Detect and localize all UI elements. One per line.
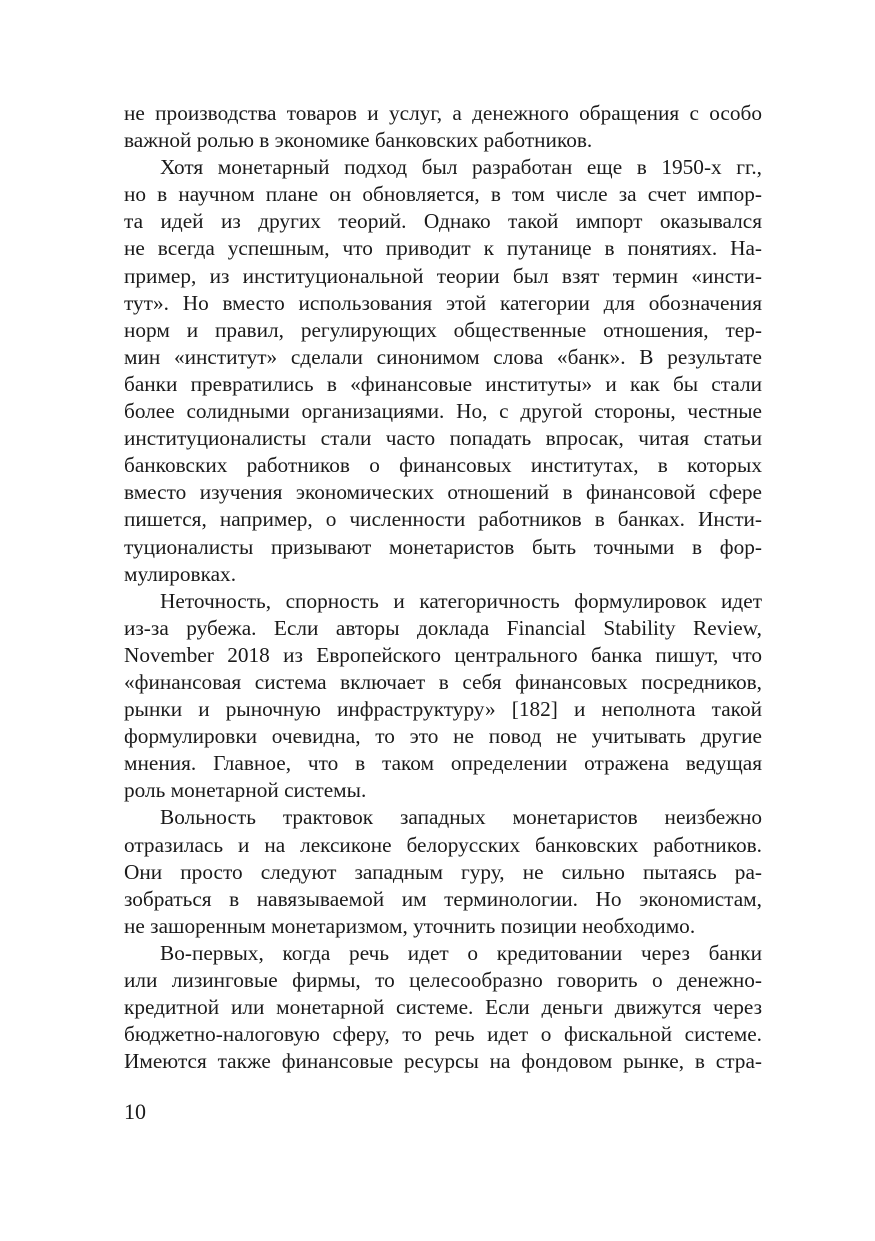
text-line: Хотя монетарный подход был разработан еще в 1950-х гг., (160, 155, 762, 180)
text-line: не зашоренным монетаризмом, уточнить позиции необходимо. (124, 913, 696, 938)
paragraph-1 (124, 100, 762, 154)
text-line: тут». Но вместо использования этой категории для обозначения (124, 290, 762, 315)
text-line: Неточность, спорность и категоричность формулировок идет (160, 588, 762, 613)
text-line: не всегда успешным, что приводит к путанице в понятиях. На- (124, 236, 762, 261)
text-line: мулировках. (124, 561, 237, 586)
text-line: норм и правил, регулирующих общественные отношения, тер- (124, 317, 762, 342)
text-line: банковских работников о финансовых институтах, в которых (124, 453, 762, 478)
text-line: но в научном плане он обновляется, в том числе за счет импор- (124, 182, 762, 207)
text-line: Имеются также финансовые ресурсы на фондовом рынке, в стра- (124, 1049, 762, 1074)
text-line: Они просто следуют западным гуру, не сильно пытаясь ра- (124, 859, 762, 884)
text-line: мнения. Главное, что в таком определении отражена ведущая (124, 751, 762, 776)
text-line: формулировки очевидна, то это не повод не учитывать другие (124, 724, 762, 749)
text-line: из-за рубежа. Если авторы доклада Financial Stability Review, (124, 615, 762, 640)
text-line: Во-первых, когда речь идет о кредитовании через банки (160, 940, 762, 965)
paragraph-2 (124, 154, 762, 588)
text-line: November 2018 из Европейского центрального банка пишут, что (124, 642, 762, 667)
text-line: кредитной или монетарной системе. Если деньги движутся через (124, 995, 762, 1020)
text-line: пишется, например, о численности работников в банках. Инсти- (124, 507, 762, 532)
text-line: банки превратились в «финансовые институты» и как бы стали (124, 371, 762, 396)
page-number: 10 (124, 1099, 146, 1124)
text-line: пример, из институциональной теории был взят термин «инсти- (124, 263, 762, 288)
text-line: роль монетарной системы. (124, 778, 367, 803)
text-line: мин «институт» сделали синонимом слова «банк». В результате (124, 344, 762, 369)
text-line: рынки и рыночную инфраструктуру» [182] и неполнота такой (124, 697, 762, 722)
text-line: более солидными организациями. Но, с другой стороны, честные (124, 399, 762, 424)
paragraph-3 (124, 588, 762, 805)
body-text (124, 100, 762, 1075)
text-line: институционалисты стали часто попадать впросак, читая статьи (124, 426, 762, 451)
text-line: зобраться в навязываемой им терминологии. Но экономистам, (124, 886, 762, 911)
text-line: та идей из других теорий. Однако такой импорт оказывался (124, 209, 762, 234)
text-line: туционалисты призывают монетаристов быть точными в фор- (124, 534, 762, 559)
text-line: Вольность трактовок западных монетаристов неизбежно (160, 805, 762, 830)
text-line: важной ролью в экономике банковских работников. (124, 128, 593, 153)
paragraph-4 (124, 804, 762, 939)
text-line: или лизинговые фирмы, то целесообразно говорить о денежно- (124, 968, 762, 992)
text-line: не производства товаров и услуг, а денежного обращения с особо (124, 101, 762, 125)
text-line: «финансовая система включает в себя финансовых посредников, (124, 669, 762, 694)
text-line: отразилась и на лексиконе белорусских банковских работников. (124, 832, 762, 857)
text-line: вместо изучения экономических отношений в финансовой сфере (124, 480, 762, 505)
paragraph-5 (124, 940, 762, 1075)
text-line: бюджетно-налоговую сферу, то речь идет о фискальной системе. (124, 1022, 762, 1047)
